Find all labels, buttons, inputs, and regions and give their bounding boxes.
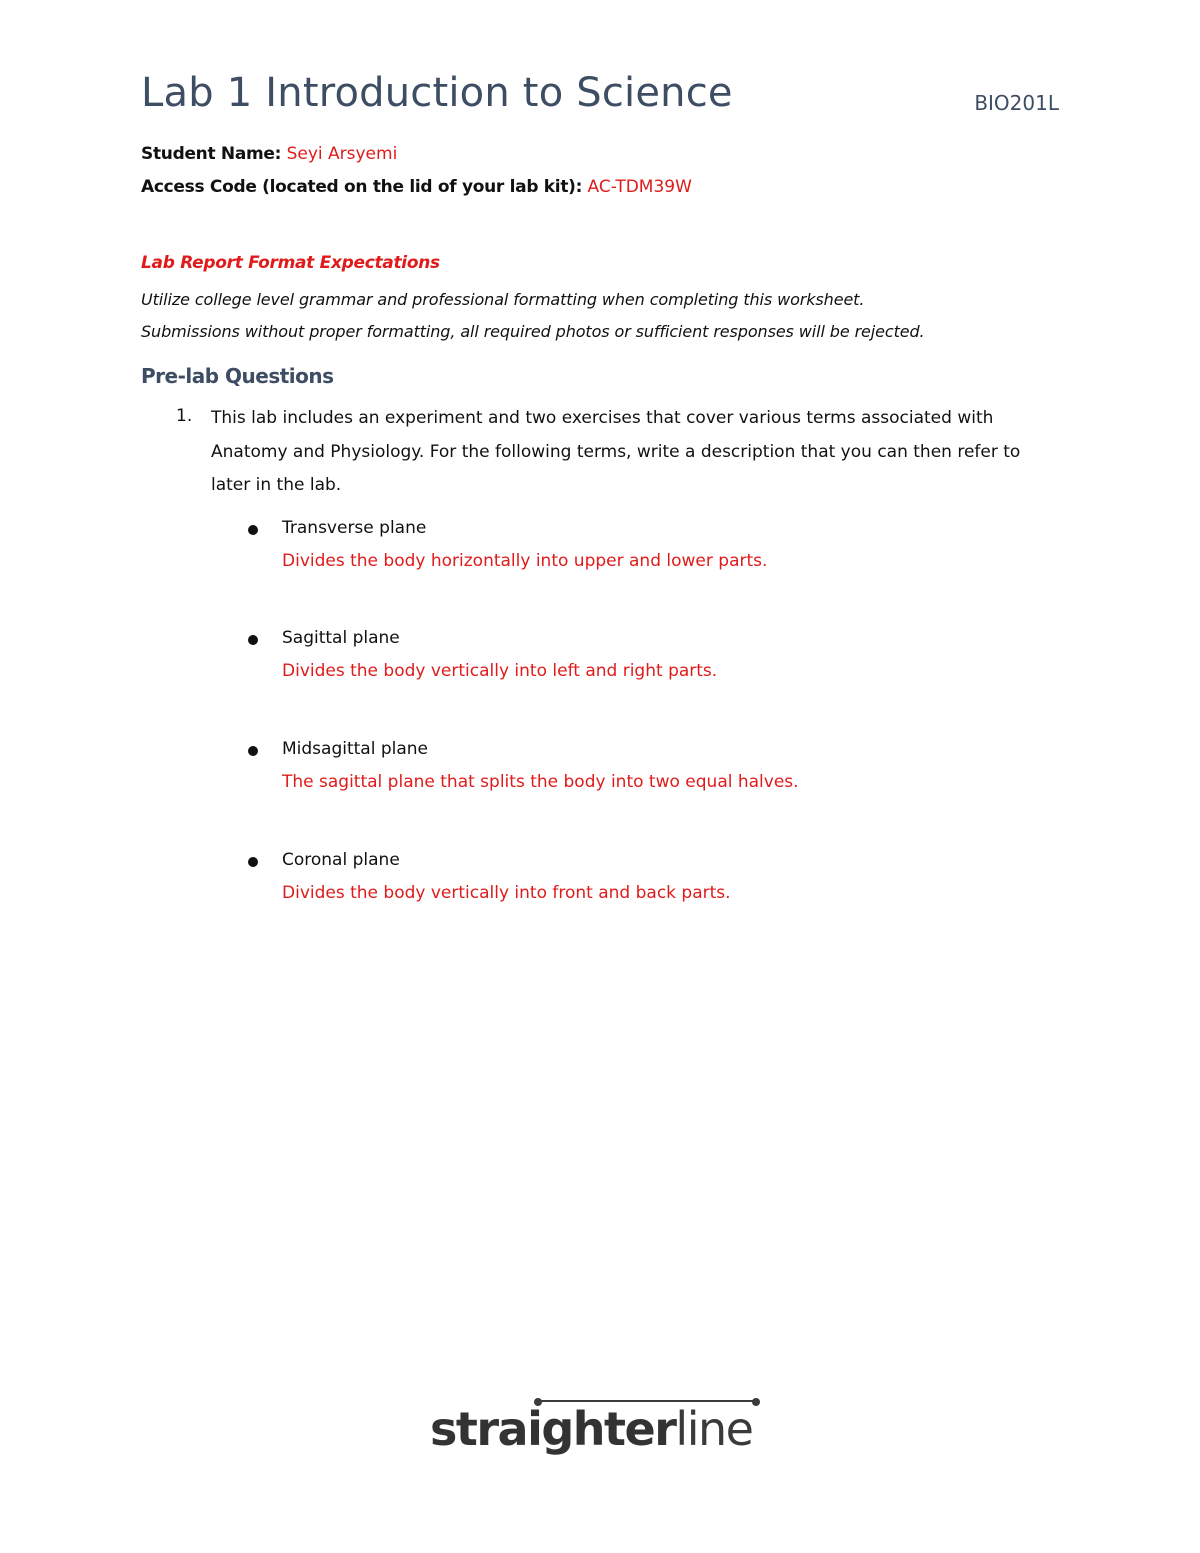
term-label: Coronal plane <box>282 850 400 870</box>
question-text: This lab includes an experiment and two exercises that cover various terms associated with Anatomy and Physiology. For the following terms, write a description that you can then refer to later in the lab. <box>211 408 1021 495</box>
access-code-value: AC-TDM39W <box>587 177 692 197</box>
straighterline-logo <box>430 1398 770 1468</box>
logo-dot-icon <box>752 1398 760 1406</box>
page-title: Lab 1 Introduction to Science <box>141 70 733 116</box>
access-code-label: Access Code (located on the lid of your lab kit): <box>141 177 583 197</box>
logo-wordmark-bold: straighter <box>430 1402 676 1456</box>
student-name-label: Student Name: <box>141 144 282 164</box>
term-answer: The sagittal plane that splits the body into two equal halves. <box>282 772 799 792</box>
bullet-icon <box>248 525 258 535</box>
prelab-heading: Pre-lab Questions <box>141 364 334 388</box>
term-label: Transverse plane <box>282 518 427 538</box>
term-answer: Divides the body vertically into left and right parts. <box>282 661 718 681</box>
bullet-icon <box>248 746 258 756</box>
logo-wordmark <box>430 1402 752 1456</box>
bullet-icon <box>248 635 258 645</box>
question-number: 1. <box>176 406 193 426</box>
term-label: Sagittal plane <box>282 628 400 648</box>
expectations-line: Utilize college level grammar and professional formatting when completing this worksheet. <box>141 290 865 309</box>
expectations-line: Submissions without proper formatting, all required photos or sufficient responses will be rejected. <box>141 322 925 341</box>
logo-wordmark-light: line <box>675 1402 753 1456</box>
term-answer: Divides the body vertically into front and back parts. <box>282 883 731 903</box>
bullet-icon <box>248 857 258 867</box>
student-name-line <box>141 144 397 164</box>
course-code: BIO201L <box>974 91 1059 115</box>
term-answer: Divides the body horizontally into upper and lower parts. <box>282 551 768 571</box>
access-code-line <box>141 177 692 197</box>
student-name-value: Seyi Arsyemi <box>286 144 398 164</box>
expectations-heading: Lab Report Format Expectations <box>141 253 440 273</box>
term-label: Midsagittal plane <box>282 739 429 759</box>
